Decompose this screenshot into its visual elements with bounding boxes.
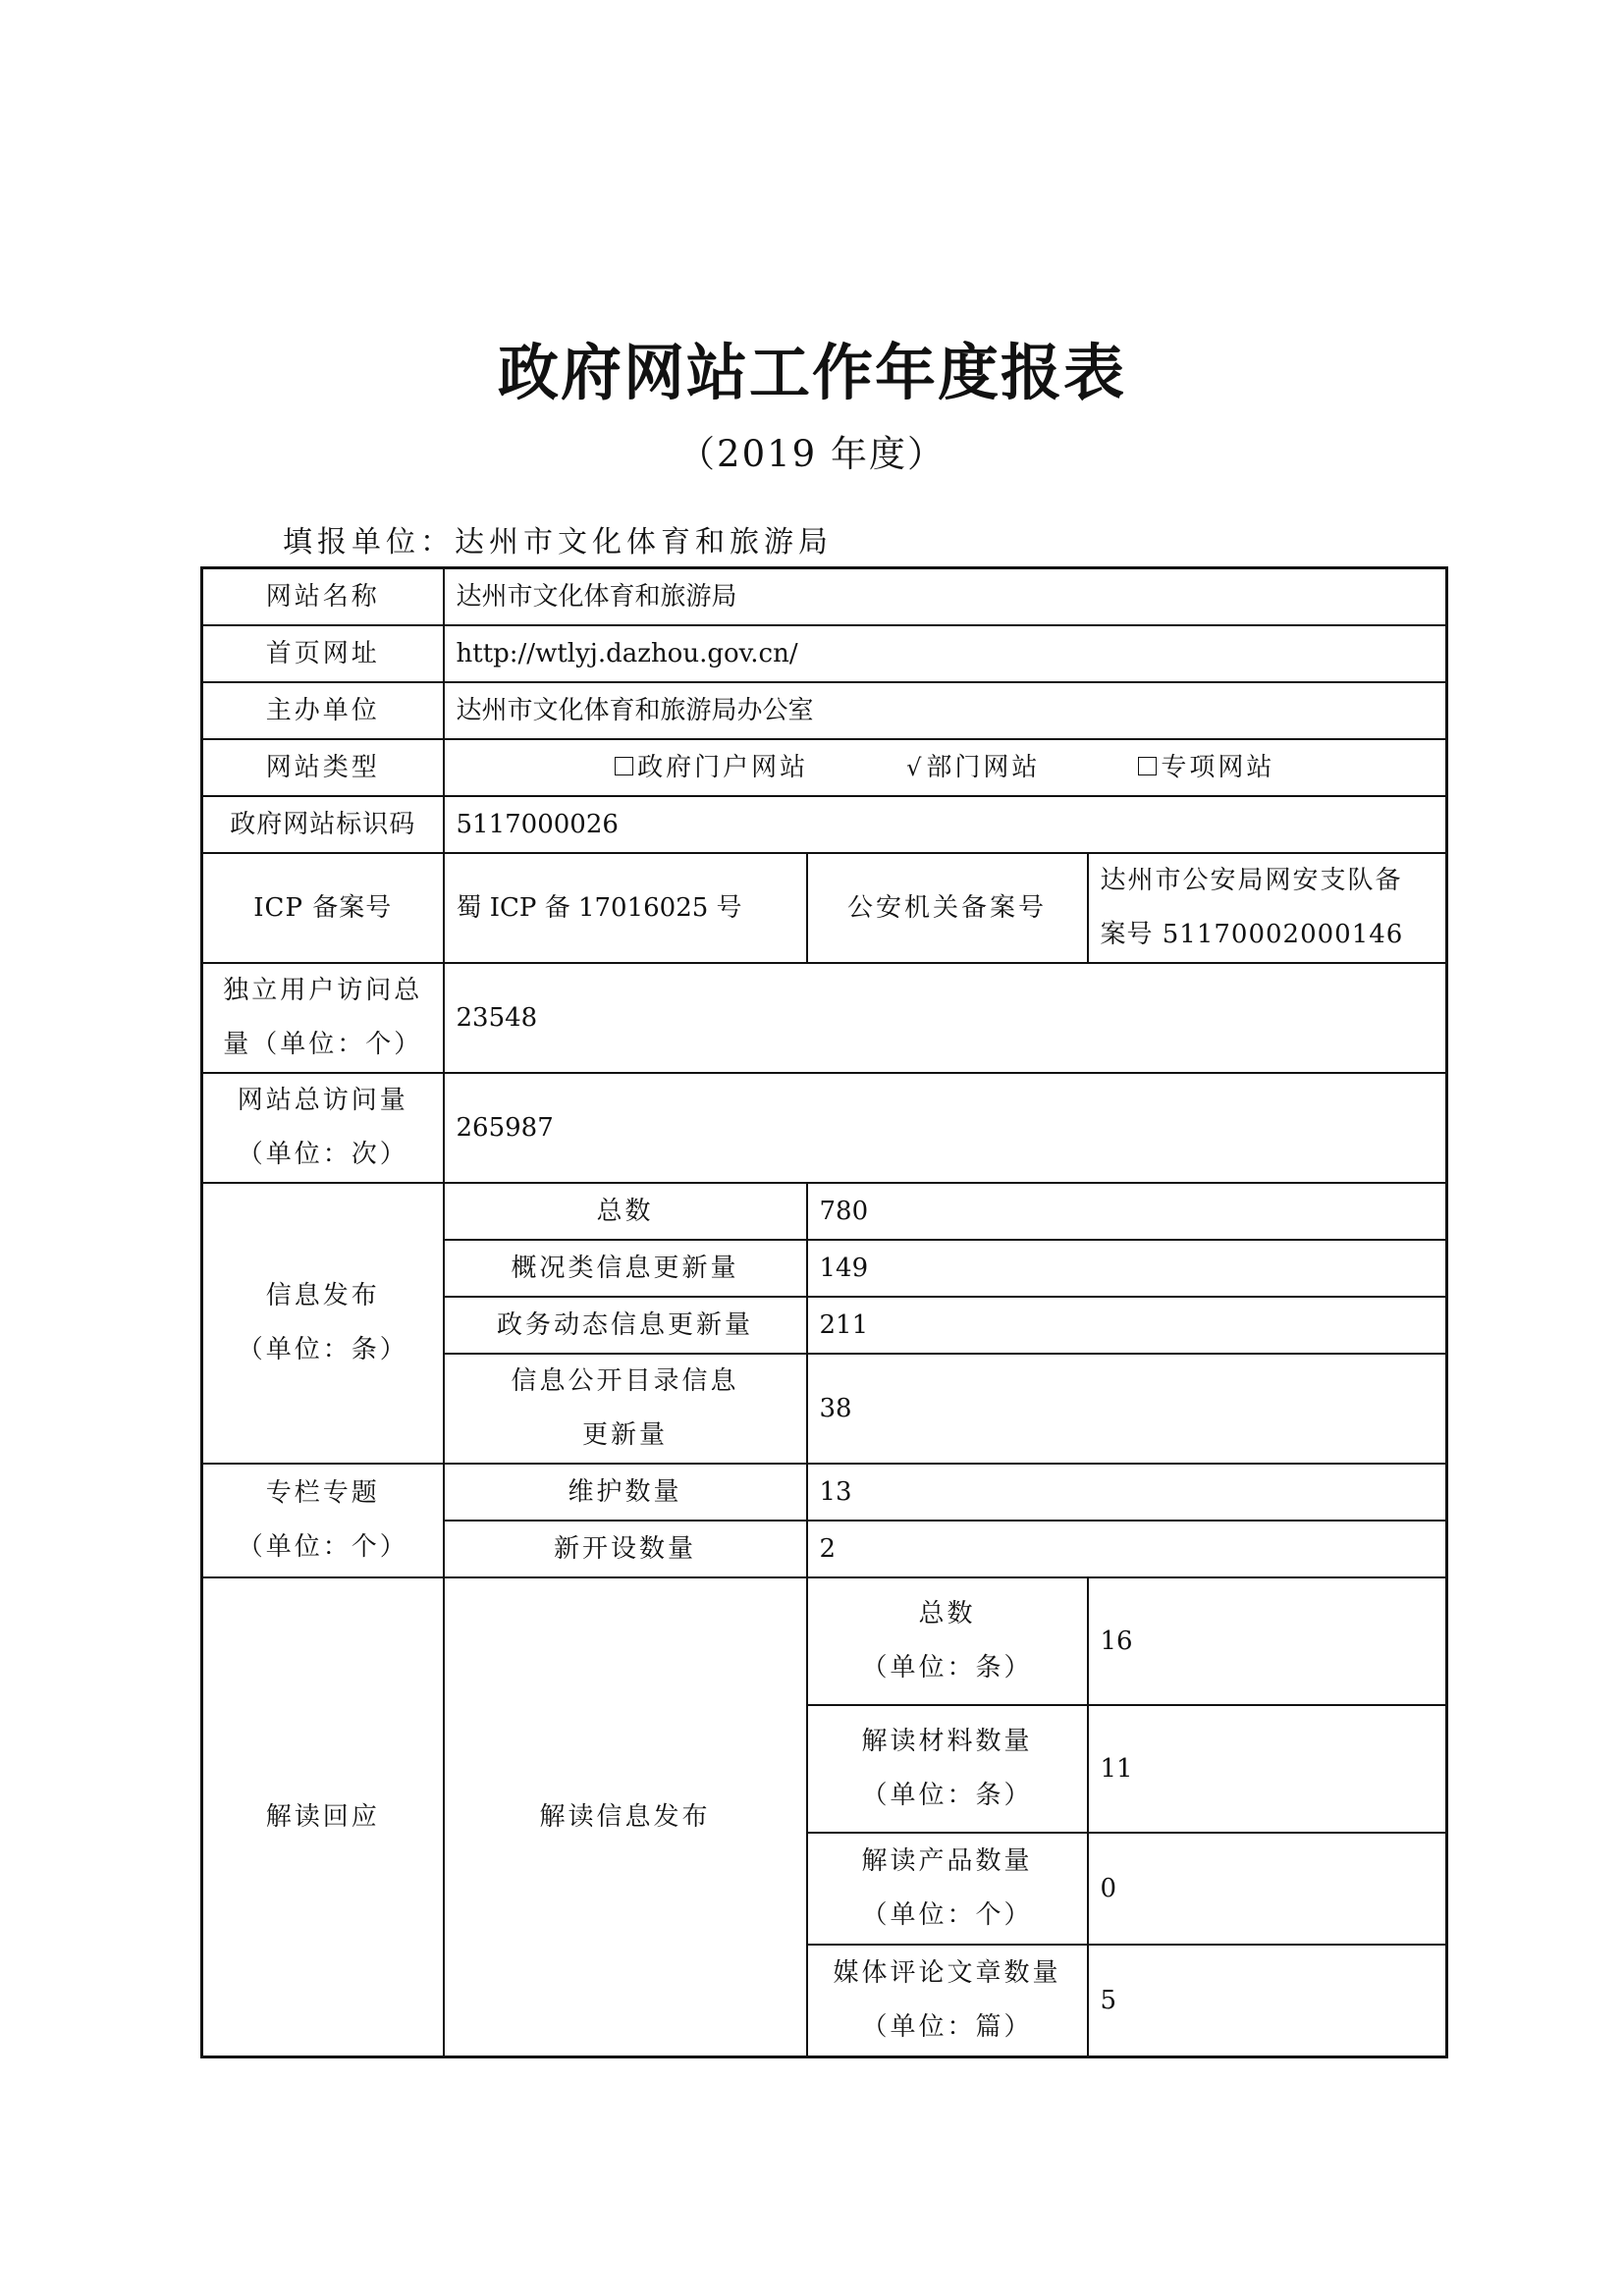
site-name-label: 网站名称 <box>202 568 444 626</box>
columns-maintained-value: 13 <box>807 1464 1447 1521</box>
site-type-option-department[interactable] <box>906 740 1040 795</box>
sponsor-value: 达州市文化体育和旅游局办公室 <box>444 682 1447 739</box>
info-total-value: 780 <box>807 1183 1447 1240</box>
interp-media-label <box>807 1945 1088 2057</box>
interp-media-label-line1: 媒体评论文章数量 <box>833 1958 1061 1988</box>
info-catalog-label-line2: 更新量 <box>581 1420 668 1450</box>
interp-media-label-line2: （单位：篇） <box>861 2012 1033 2042</box>
site-type-option-special[interactable] <box>1138 740 1274 795</box>
filler-label: 填报单位： <box>283 525 455 560</box>
columns-label <box>202 1464 444 1577</box>
total-visits-label-line1: 网站总访问量 <box>237 1086 408 1115</box>
info-news-value: 211 <box>807 1297 1447 1354</box>
interp-materials-label-line2: （单位：条） <box>861 1781 1033 1810</box>
info-catalog-label-line1: 信息公开目录信息 <box>511 1366 739 1396</box>
info-catalog-label <box>444 1354 807 1464</box>
interp-materials-value: 11 <box>1088 1705 1447 1833</box>
row-homepage <box>202 625 1447 682</box>
interpretation-sub-label: 解读信息发布 <box>444 1577 807 2057</box>
interp-products-value: 0 <box>1088 1833 1447 1945</box>
report-table <box>200 566 1448 2058</box>
info-catalog-value: 38 <box>807 1354 1447 1464</box>
interp-products-label-line1: 解读产品数量 <box>861 1846 1033 1876</box>
interpretation-label: 解读回应 <box>202 1577 444 2057</box>
site-type-option-label: 专项网站 <box>1161 753 1275 782</box>
interp-products-label-line2: （单位：个） <box>861 1900 1033 1930</box>
site-type-label: 网站类型 <box>202 739 444 796</box>
info-total-label: 总数 <box>444 1183 807 1240</box>
columns-label-line2: （单位：个） <box>237 1532 408 1562</box>
homepage-value: http://wtlyj.dazhou.gov.cn/ <box>444 625 1447 682</box>
total-visits-label <box>202 1073 444 1183</box>
site-id-value: 5117000026 <box>444 796 1447 853</box>
site-name-value: 达州市文化体育和旅游局 <box>444 568 1447 626</box>
filler-unit <box>283 517 833 561</box>
row-icp <box>202 853 1447 963</box>
site-type-option-label: 政府门户网站 <box>637 753 809 782</box>
site-type-option-portal[interactable] <box>615 740 808 795</box>
row-site-name <box>202 568 1447 626</box>
row-info-total <box>202 1183 1447 1240</box>
police-record-value <box>1088 853 1447 963</box>
unique-visitors-label <box>202 963 444 1073</box>
row-site-type <box>202 739 1447 796</box>
row-unique-visitors <box>202 963 1447 1073</box>
icp-value: 蜀 ICP 备 17016025 号 <box>444 853 807 963</box>
row-sponsor <box>202 682 1447 739</box>
interp-total-label <box>807 1577 1088 1705</box>
police-record-label: 公安机关备案号 <box>807 853 1088 963</box>
columns-label-line1: 专栏专题 <box>265 1478 380 1508</box>
icp-label: ICP 备案号 <box>202 853 444 963</box>
unique-visitors-label-line2: 量（单位：个） <box>223 1030 423 1059</box>
checkmark-icon: √ <box>906 754 925 781</box>
columns-new-label: 新开设数量 <box>444 1521 807 1577</box>
info-publish-label <box>202 1183 444 1464</box>
row-total-visits <box>202 1073 1447 1183</box>
unique-visitors-label-line1: 独立用户访问总 <box>223 976 423 1005</box>
row-site-id <box>202 796 1447 853</box>
interp-total-label-line2: （单位：条） <box>861 1653 1033 1682</box>
interp-media-value: 5 <box>1088 1945 1447 2057</box>
page-subtitle: （2019 年度） <box>678 433 946 475</box>
unchecked-box-icon <box>615 757 633 775</box>
interp-materials-label <box>807 1705 1088 1833</box>
info-publish-label-line1: 信息发布 <box>265 1281 380 1310</box>
info-publish-label-line2: （单位：条） <box>237 1335 408 1364</box>
info-overview-label: 概况类信息更新量 <box>444 1240 807 1297</box>
row-columns-maintained <box>202 1464 1447 1521</box>
row-interp-total <box>202 1577 1447 1705</box>
homepage-label: 首页网址 <box>202 625 444 682</box>
interp-materials-label-line1: 解读材料数量 <box>861 1727 1033 1756</box>
sponsor-label: 主办单位 <box>202 682 444 739</box>
site-id-label: 政府网站标识码 <box>202 796 444 853</box>
site-type-option-label: 部门网站 <box>926 753 1041 782</box>
columns-new-value: 2 <box>807 1521 1447 1577</box>
interp-total-label-line1: 总数 <box>918 1599 976 1629</box>
page-title: 政府网站工作年度报表 <box>497 337 1126 408</box>
total-visits-value: 265987 <box>444 1073 1447 1183</box>
unchecked-box-icon <box>1138 757 1157 775</box>
interp-products-label <box>807 1833 1088 1945</box>
filler-value: 达州市文化体育和旅游局 <box>455 525 833 560</box>
columns-maintained-label: 维护数量 <box>444 1464 807 1521</box>
unique-visitors-value: 23548 <box>444 963 1447 1073</box>
police-record-value-line2: 案号 51170002000146 <box>1100 920 1404 949</box>
interp-total-value: 16 <box>1088 1577 1447 1705</box>
police-record-value-line1: 达州市公安局网安支队备 <box>1100 866 1403 895</box>
info-news-label: 政务动态信息更新量 <box>444 1297 807 1354</box>
info-overview-value: 149 <box>807 1240 1447 1297</box>
total-visits-label-line2: （单位：次） <box>237 1140 408 1169</box>
site-type-options <box>444 739 1447 796</box>
